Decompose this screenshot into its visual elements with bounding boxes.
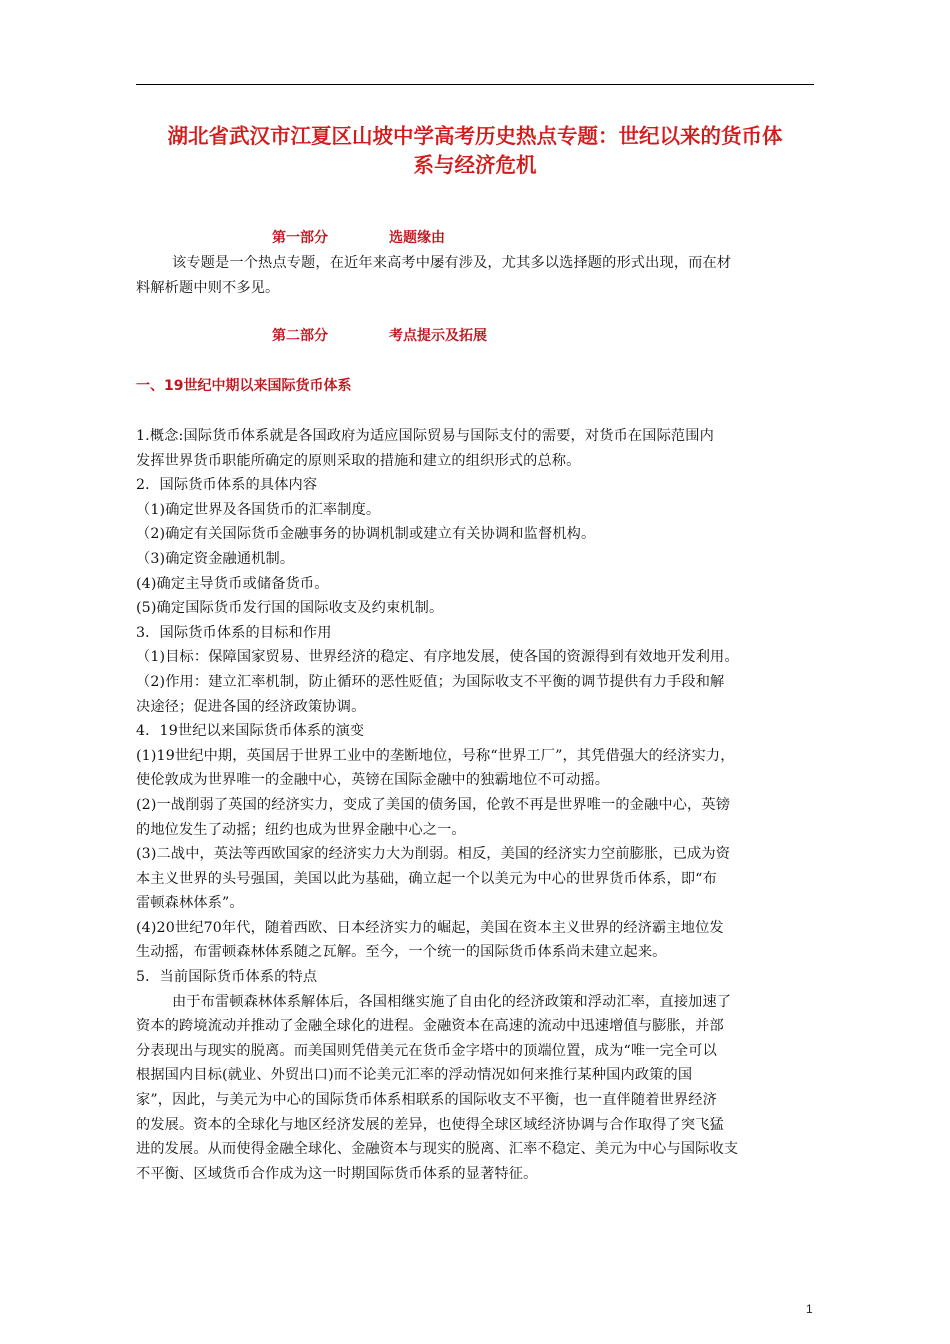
para5-line: 分表现出与现实的脱离。而美国则凭借美元在货币金字塔中的顶端位置，成为“唯一完全可以 (136, 1042, 717, 1059)
para5-line: 不平衡、区域货币合作成为这一时期国际货币体系的显著特征。 (136, 1165, 538, 1182)
body-line: (1)19世纪中期，英国居于世界工业中的垄断地位，号称“世界工厂”，其凭借强大的经济实力， (136, 747, 735, 764)
body-line: （1)确定世界及各国货币的汇率制度。 (136, 501, 381, 518)
body-line: 发挥世界货币职能所确定的原则采取的措施和建立的组织形式的总称。 (136, 452, 581, 469)
part2-label: 第二部分 (272, 328, 328, 344)
document-title (136, 122, 814, 180)
body-line: 1.概念:国际货币体系就是各国政府为适应国际贸易与国际支付的需要，对货币在国际范围内 (136, 428, 714, 444)
body-line: (4)20世纪70年代，随着西欧、日本经济实力的崛起，美国在资本主义世界的经济霸主地位发 (136, 919, 724, 936)
title-line-1: 湖北省武汉市江夏区山坡中学高考历史热点专题：世纪以来的货币体 (167, 124, 783, 148)
section1-heading: 一、19世纪中期以来国际货币体系 (136, 378, 352, 394)
body-line: 本主义世界的头号强国，美国以此为基础，确立起一个以美元为中心的世界货币体系，即“布 (136, 870, 717, 887)
body-line: 使伦敦成为世界唯一的金融中心，英镑在国际金融中的独霸地位不可动摇。 (136, 772, 610, 789)
body-line: 的地位发生了动摇；纽约也成为世界金融中心之一。 (136, 821, 466, 838)
page-number: 1 (806, 1302, 813, 1316)
body-line: 决途径；促进各国的经济政策协调。 (136, 698, 366, 715)
body-line: （3)确定资金融通机制。 (136, 550, 295, 567)
part2-name: 考点提示及拓展 (389, 328, 487, 344)
body-line: (5)确定国际货币发行国的国际收支及约束机制。 (136, 600, 444, 617)
body-line: (2)一战削弱了英国的经济实力，变成了美国的债务国，伦敦不再是世界唯一的金融中心，英镑 (136, 796, 731, 813)
body-line: 雷顿森林体系”。 (136, 895, 244, 912)
para5-line: 由于布雷顿森林体系解体后，各国相继实施了自由化的经济政策和浮动汇率，直接加速了 (172, 993, 732, 1010)
para5-line: 进的发展。从而使得金融全球化、金融资本与现实的脱离、汇率不稳定、美元为中心与国际收支 (136, 1141, 739, 1158)
body-line: （2)确定有关国际货币金融事务的协调机制或建立有关协调和监督机构。 (136, 526, 596, 543)
body-line: （2)作用：建立汇率机制，防止循环的恶性贬值；为国际收支不平衡的调节提供有力手段和解 (136, 673, 725, 690)
body-line: (3)二战中，英法等西欧国家的经济实力大为削弱。相反，美国的经济实力空前膨胀，已成为资 (136, 846, 731, 863)
title-line-2: 系与经济危机 (413, 153, 537, 177)
body-text (136, 424, 816, 1186)
body-line: 4．19世纪以来国际货币体系的演变 (136, 723, 365, 740)
part1-line: 料解析题中则不多见。 (136, 279, 280, 296)
body-line: 3．国际货币体系的目标和作用 (136, 624, 332, 641)
para5-line: 家”，因此，与美元为中心的国际货币体系相联系的国际收支不平衡，也一直伴随着世界经济 (136, 1092, 717, 1109)
body-line: （1)目标：保障国家贸易、世界经济的稳定、有序地发展，使各国的资源得到有效地开发利用。 (136, 649, 739, 666)
part1-name: 选题缘由 (389, 230, 445, 246)
body-line: 5．当前国际货币体系的特点 (136, 969, 318, 986)
para5-line: 的发展。资本的全球化与地区经济发展的差异，也使得全球区域经济协调与合作取得了突飞猛 (136, 1116, 724, 1133)
para5-line: 资本的跨境流动并推动了金融全球化的进程。金融资本在高速的流动中迅速增值与膨胀，并部 (136, 1018, 724, 1035)
part1-label: 第一部分 (272, 230, 328, 246)
part1-paragraph (136, 251, 816, 300)
part1-line: 该专题是一个热点专题，在近年来高考中屡有涉及，尤其多以选择题的形式出现，而在材 (172, 255, 732, 271)
body-line: 生动摇，布雷顿森林体系随之瓦解。至今，一个统一的国际货币体系尚未建立起来。 (136, 944, 667, 961)
para5-line: 根据国内目标(就业、外贸出口)而不论美元汇率的浮动情况如何来推行某种国内政策的国 (136, 1067, 693, 1084)
body-line: (4)确定主导货币或储备货币。 (136, 575, 329, 592)
header-rule (136, 84, 814, 85)
body-line: 2．国际货币体系的具体内容 (136, 477, 318, 494)
